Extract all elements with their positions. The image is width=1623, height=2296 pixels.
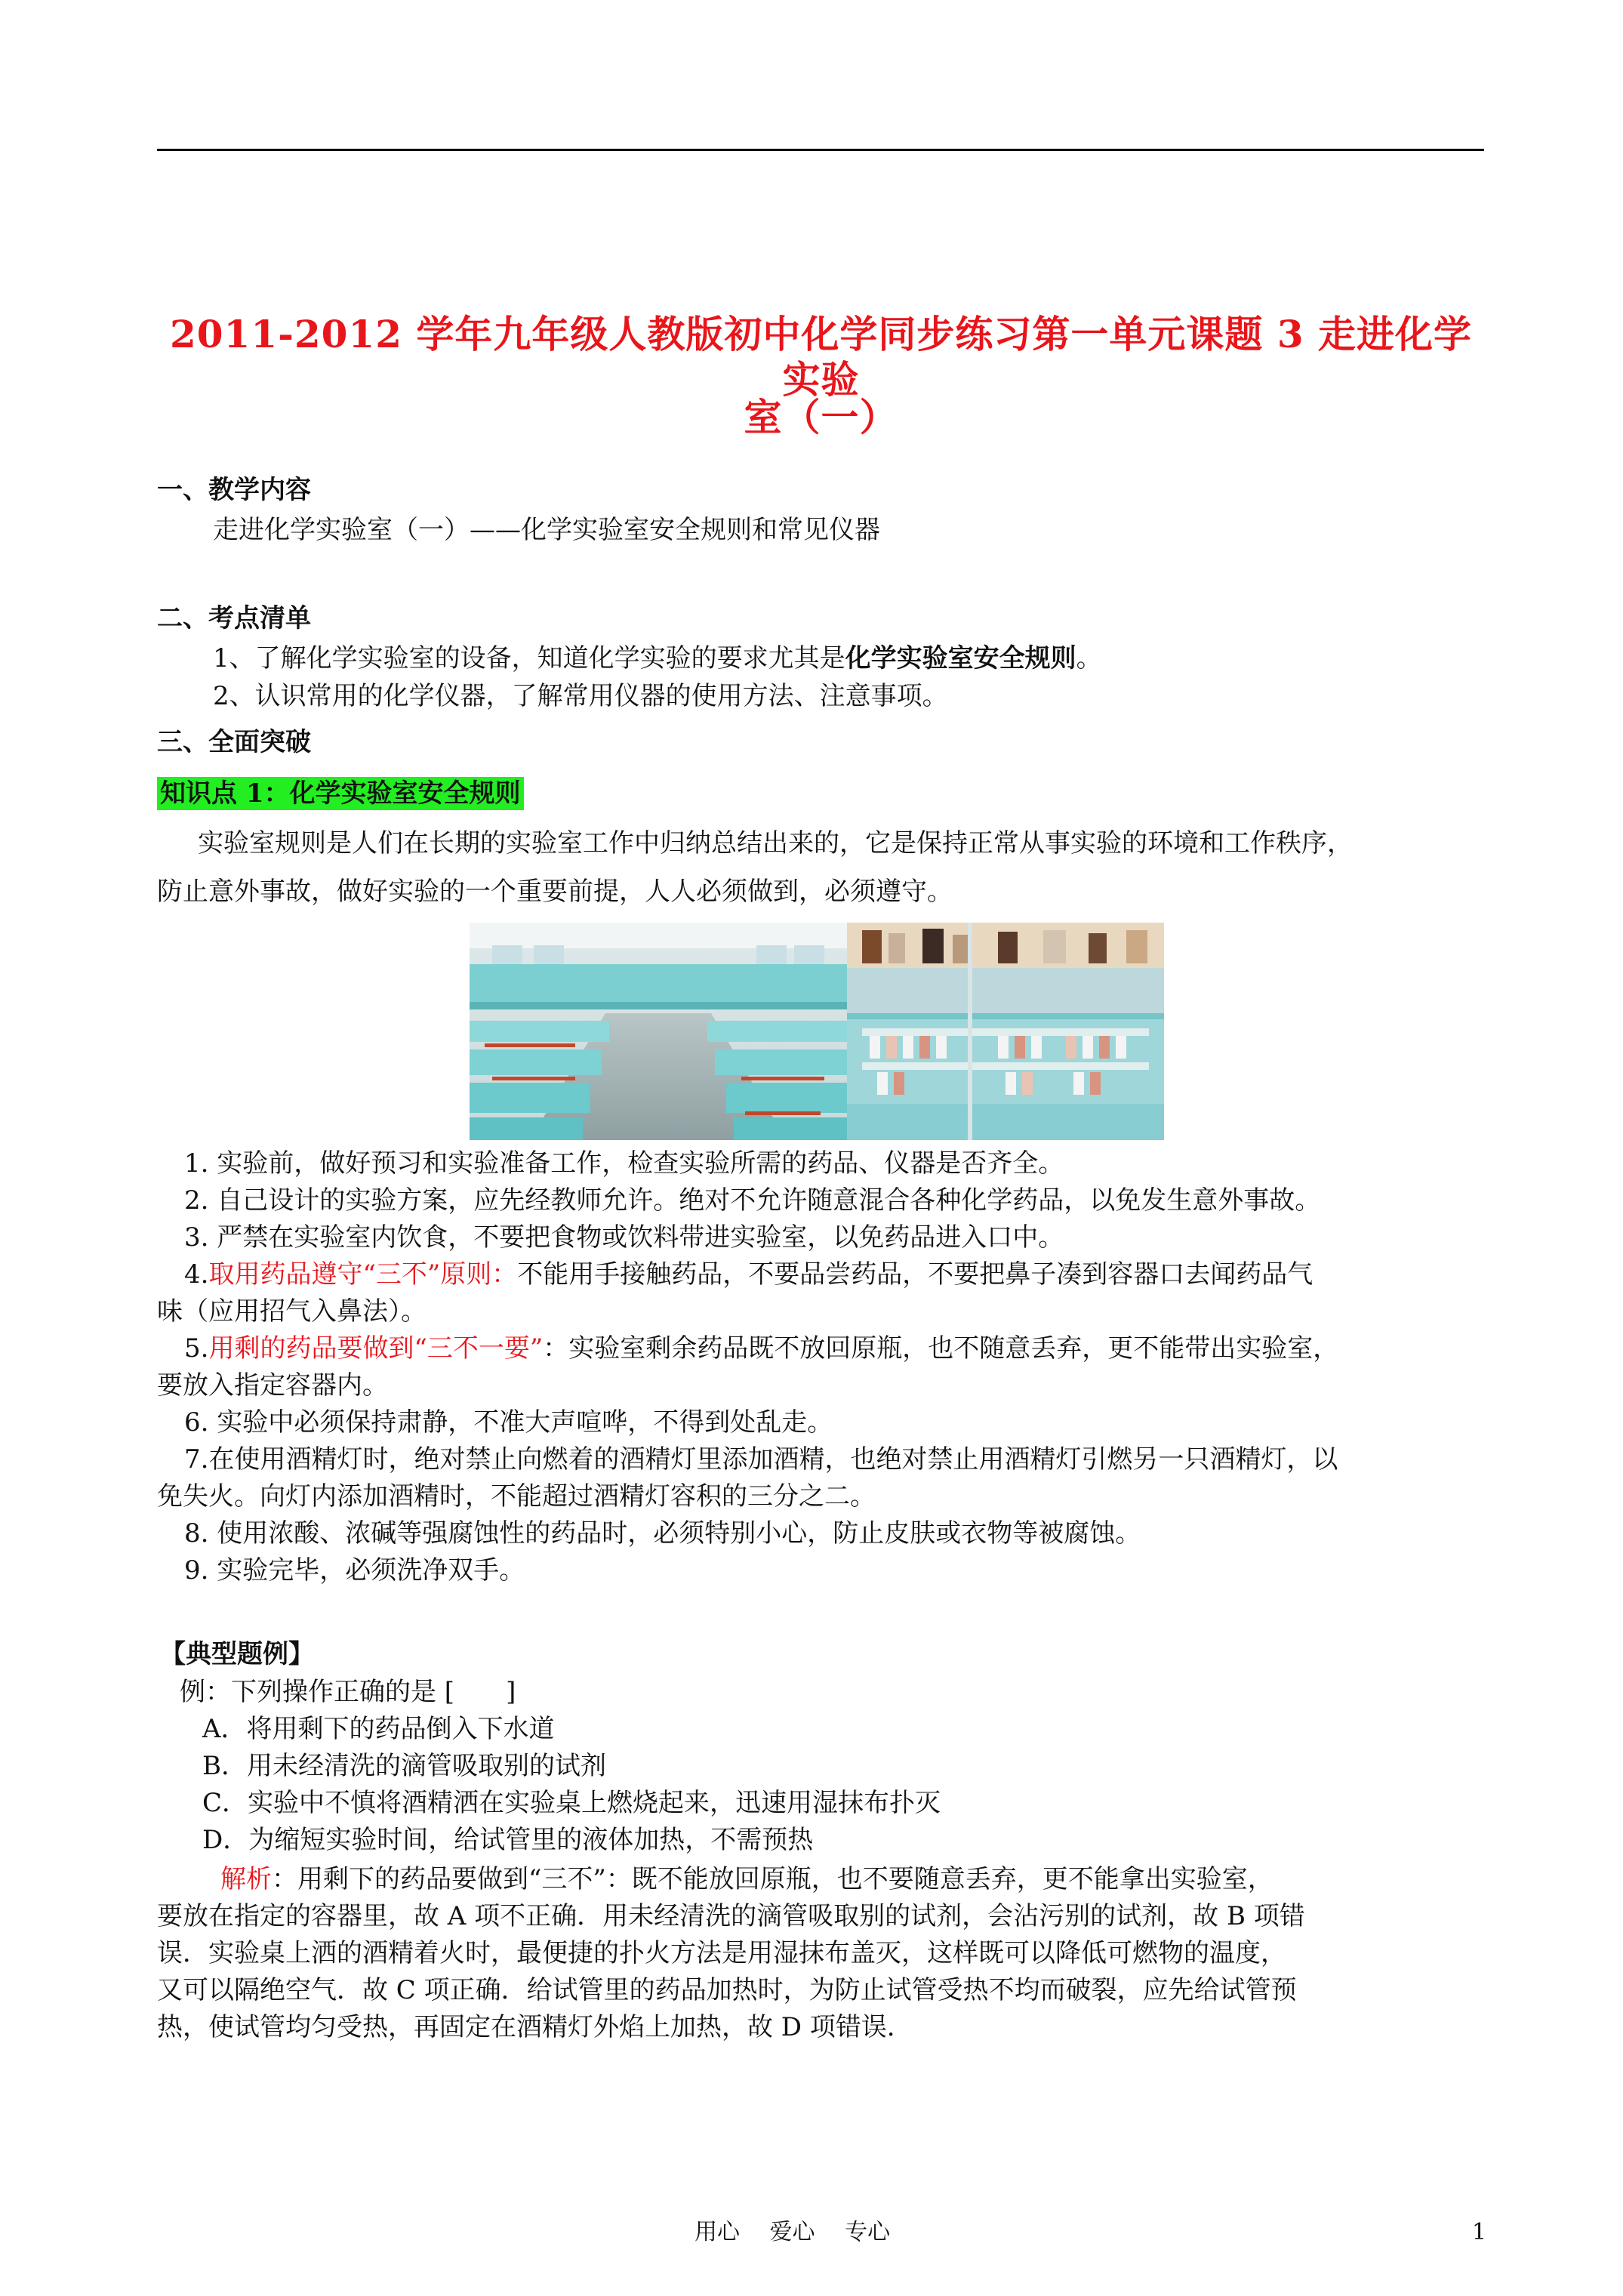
- rule-4-red-text: 取用药品遵守“三不”原则：: [208, 1259, 518, 1290]
- example-option-a: A．将用剩下的药品倒入下水道: [202, 1714, 555, 1744]
- page-title-line-1: 2011-2012 学年九年级人教版初中化学同步练习第一单元课题 3 走进化学实验: [169, 312, 1473, 402]
- item-1-suffix: 。: [1076, 643, 1102, 673]
- footer-motto: 用心 爱心 专心: [694, 2219, 891, 2245]
- section-1-text: 走进化学实验室（一）——化学实验室安全规则和常见仪器: [213, 515, 880, 545]
- page-title-line-2: 室（一）: [744, 395, 898, 439]
- rule-4-line-2: 味（应用招气入鼻法）。: [157, 1296, 427, 1327]
- section-2-heading: 二、考点清单: [157, 603, 311, 633]
- page-number: 1: [1472, 2219, 1487, 2245]
- analysis-line-2: 要放在指定的容器里，故 A 项不正确．用未经清洗的滴管吸取别的试剂，会沾污别的试剂，故 B 项错: [157, 1901, 1305, 1931]
- rule-7-line-2: 免失火。向灯内添加酒精时，不能超过酒精灯容积的三分之二。: [157, 1481, 876, 1512]
- section-1-heading: 一、教学内容: [157, 475, 311, 505]
- example-heading: 【典型题例】: [160, 1639, 314, 1669]
- intro-line-2: 防止意外事故，做好实验的一个重要前提，人人必须做到，必须遵守。: [157, 877, 953, 907]
- rule-3: 3. 严禁在实验室内饮食，不要把食物或饮料带进实验室，以免药品进入口中。: [184, 1222, 1064, 1253]
- rule-5-line-2: 要放入指定容器内。: [157, 1370, 388, 1401]
- analysis-line-1: [220, 1862, 1273, 1897]
- rule-8: 8. 使用浓酸、浓碱等强腐蚀性的药品时，必须特别小心，防止皮肤或衣物等被腐蚀。: [184, 1518, 1141, 1549]
- knowledge-point-1: [157, 776, 524, 811]
- item-1-text: 1、了解化学实验室的设备，知道化学实验的要求尤其是: [213, 643, 845, 673]
- analysis-line-4: 又可以隔绝空气．故 C 项正确．给试管里的药品加热时，为防止试管受热不均而破裂，应先给试管预: [157, 1975, 1297, 2005]
- rule-5-red-text: 用剩的药品要做到“三不一要”: [208, 1333, 544, 1364]
- section-3-heading: 三、全面突破: [157, 727, 311, 757]
- rule-9: 9. 实验完毕，必须洗净双手。: [184, 1555, 525, 1586]
- analysis-line-3: 误．实验桌上洒的酒精着火时，最便捷的扑火方法是用湿抹布盖灭，这样既可以降低可燃物的温度，: [157, 1938, 1286, 1968]
- example-question: 例：下列操作正确的是 [ ]: [180, 1677, 516, 1707]
- rule-1: 1. 实验前，做好预习和实验准备工作，检查实验所需的药品、仪器是否齐全。: [184, 1148, 1064, 1179]
- header-rule: [157, 149, 1484, 151]
- rule-2: 2. 自己设计的实验方案，应先经教师允许。绝对不允许随意混合各种化学药品，以免发生意外事故。: [184, 1185, 1321, 1216]
- rule-4: [184, 1257, 1313, 1292]
- rule-6: 6. 实验中必须保持肃静，不准大声喧哗，不得到处乱走。: [184, 1407, 833, 1438]
- lab-photo-illustration: [470, 923, 1164, 1140]
- knowledge-point-highlight: 知识点 1：化学实验室安全规则: [157, 777, 524, 810]
- analysis-text-1: ：用剩下的药品要做到“三不”：既不能放回原瓶，也不要随意丢弃，更不能拿出实验室，: [272, 1864, 1273, 1894]
- rule-4-text: 不能用手接触药品，不要品尝药品，不要把鼻子凑到容器口去闻药品气: [517, 1259, 1313, 1290]
- rule-7: 7.在使用酒精灯时，绝对禁止向燃着的酒精灯里添加酒精，也绝对禁止用酒精灯引燃另一只酒精灯，以: [184, 1444, 1338, 1475]
- section-2-item-1: [213, 641, 1102, 676]
- section-2-item-2: 2、认识常用的化学仪器，了解常用仪器的使用方法、注意事项。: [213, 681, 948, 711]
- rule-5-number: 5.: [184, 1333, 209, 1364]
- example-option-b: B．用未经清洗的滴管吸取别的试剂: [202, 1751, 606, 1781]
- rule-5-text: ：实验室剩余药品既不放回原瓶，也不随意丢弃，更不能带出实验室，: [543, 1333, 1339, 1364]
- intro-line-1: 实验室规则是人们在长期的实验室工作中归纳总结出来的，它是保持正常从事实验的环境和工作秩序，: [198, 828, 1353, 858]
- analysis-line-5: 热，使试管均匀受热，再固定在酒精灯外焰上加热，故 D 项错误．: [157, 2012, 913, 2042]
- example-option-c: C．实验中不慎将酒精洒在实验桌上燃烧起来，迅速用湿抹布扑灭: [202, 1788, 941, 1818]
- analysis-label: 解析: [220, 1864, 272, 1894]
- lab-photo: [470, 923, 1164, 1140]
- item-1-bold-text: 化学实验室安全规则: [845, 643, 1076, 673]
- example-option-d: D．为缩短实验时间，给试管里的液体加热，不需预热: [202, 1825, 814, 1855]
- rule-4-number: 4.: [184, 1259, 209, 1290]
- rule-5: [184, 1331, 1338, 1366]
